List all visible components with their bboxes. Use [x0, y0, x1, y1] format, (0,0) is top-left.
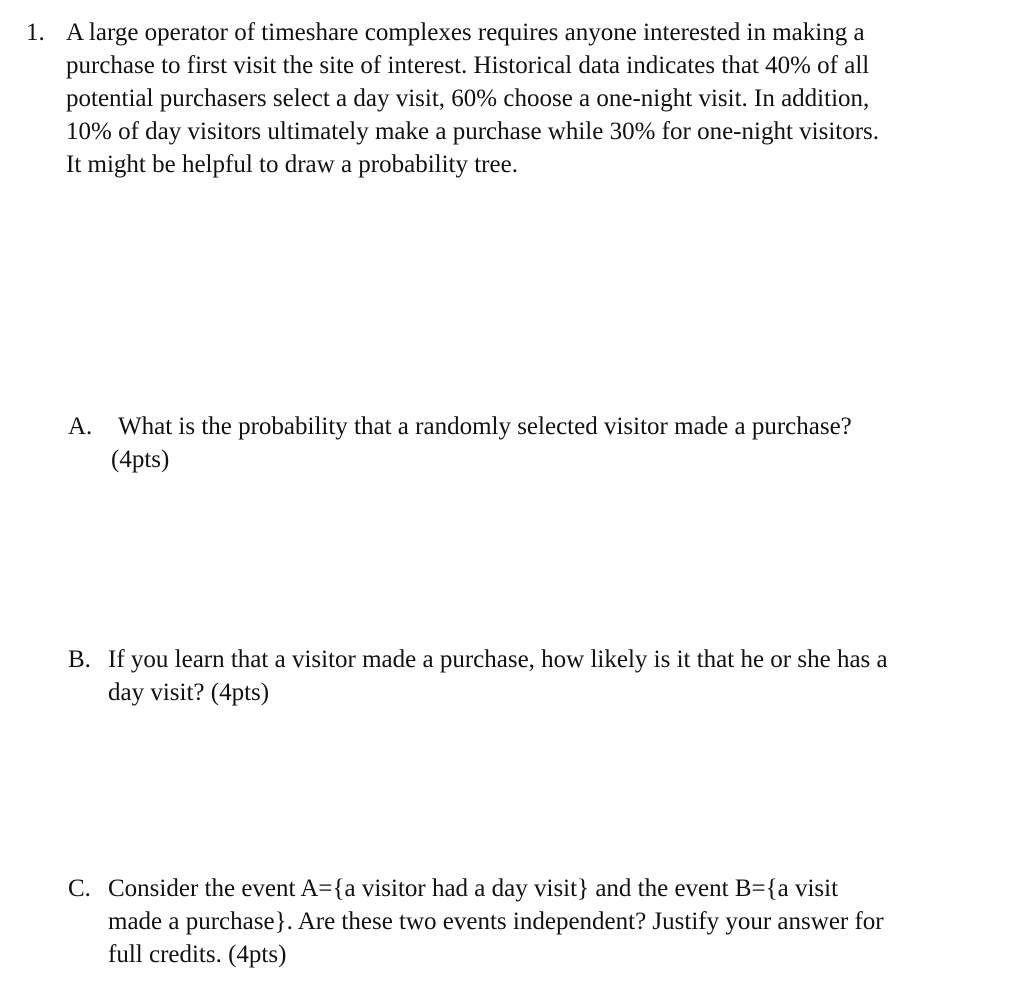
- part-b-text: [108, 643, 1008, 709]
- intro-line: purchase to first visit the site of interest. Historical data indicates that 40% of all: [66, 52, 870, 79]
- part-c-line: full credits. (4pts): [108, 941, 287, 968]
- question-part-c: [68, 872, 1008, 971]
- part-b-line: If you learn that a visitor made a purchase, how likely is it that he or she has a: [108, 646, 888, 673]
- part-a-line: What is the probability that a randomly selected visitor made a purchase?: [118, 413, 852, 440]
- part-a-text: [111, 410, 1008, 476]
- part-b-line: day visit? (4pts): [108, 679, 270, 706]
- part-c-text: [108, 872, 1008, 971]
- intro-line: 10% of day visitors ultimately make a purchase while 30% for one-night visitors.: [66, 118, 880, 145]
- question-part-a: [68, 410, 1008, 476]
- part-c-line: Consider the event A={a visitor had a day visit} and the event B={a visit: [108, 875, 839, 902]
- intro-line: It might be helpful to draw a probability tree.: [66, 151, 518, 178]
- problem-intro: [66, 16, 1011, 181]
- part-c-line: made a purchase}. Are these two events independent? Justify your answer for: [108, 908, 884, 935]
- part-a-line: (4pts): [111, 446, 170, 473]
- part-c-letter: C.: [68, 875, 91, 902]
- intro-line: potential purchasers select a day visit, 60% choose a one-night visit. In addition,: [66, 85, 870, 112]
- part-b-letter: B.: [68, 646, 91, 673]
- part-a-letter: A.: [68, 413, 93, 440]
- problem-1: [26, 16, 1011, 181]
- intro-line: A large operator of timeshare complexes requires anyone interested in making a: [66, 19, 865, 46]
- problem-number: 1.: [26, 19, 45, 46]
- question-part-b: [68, 643, 1008, 709]
